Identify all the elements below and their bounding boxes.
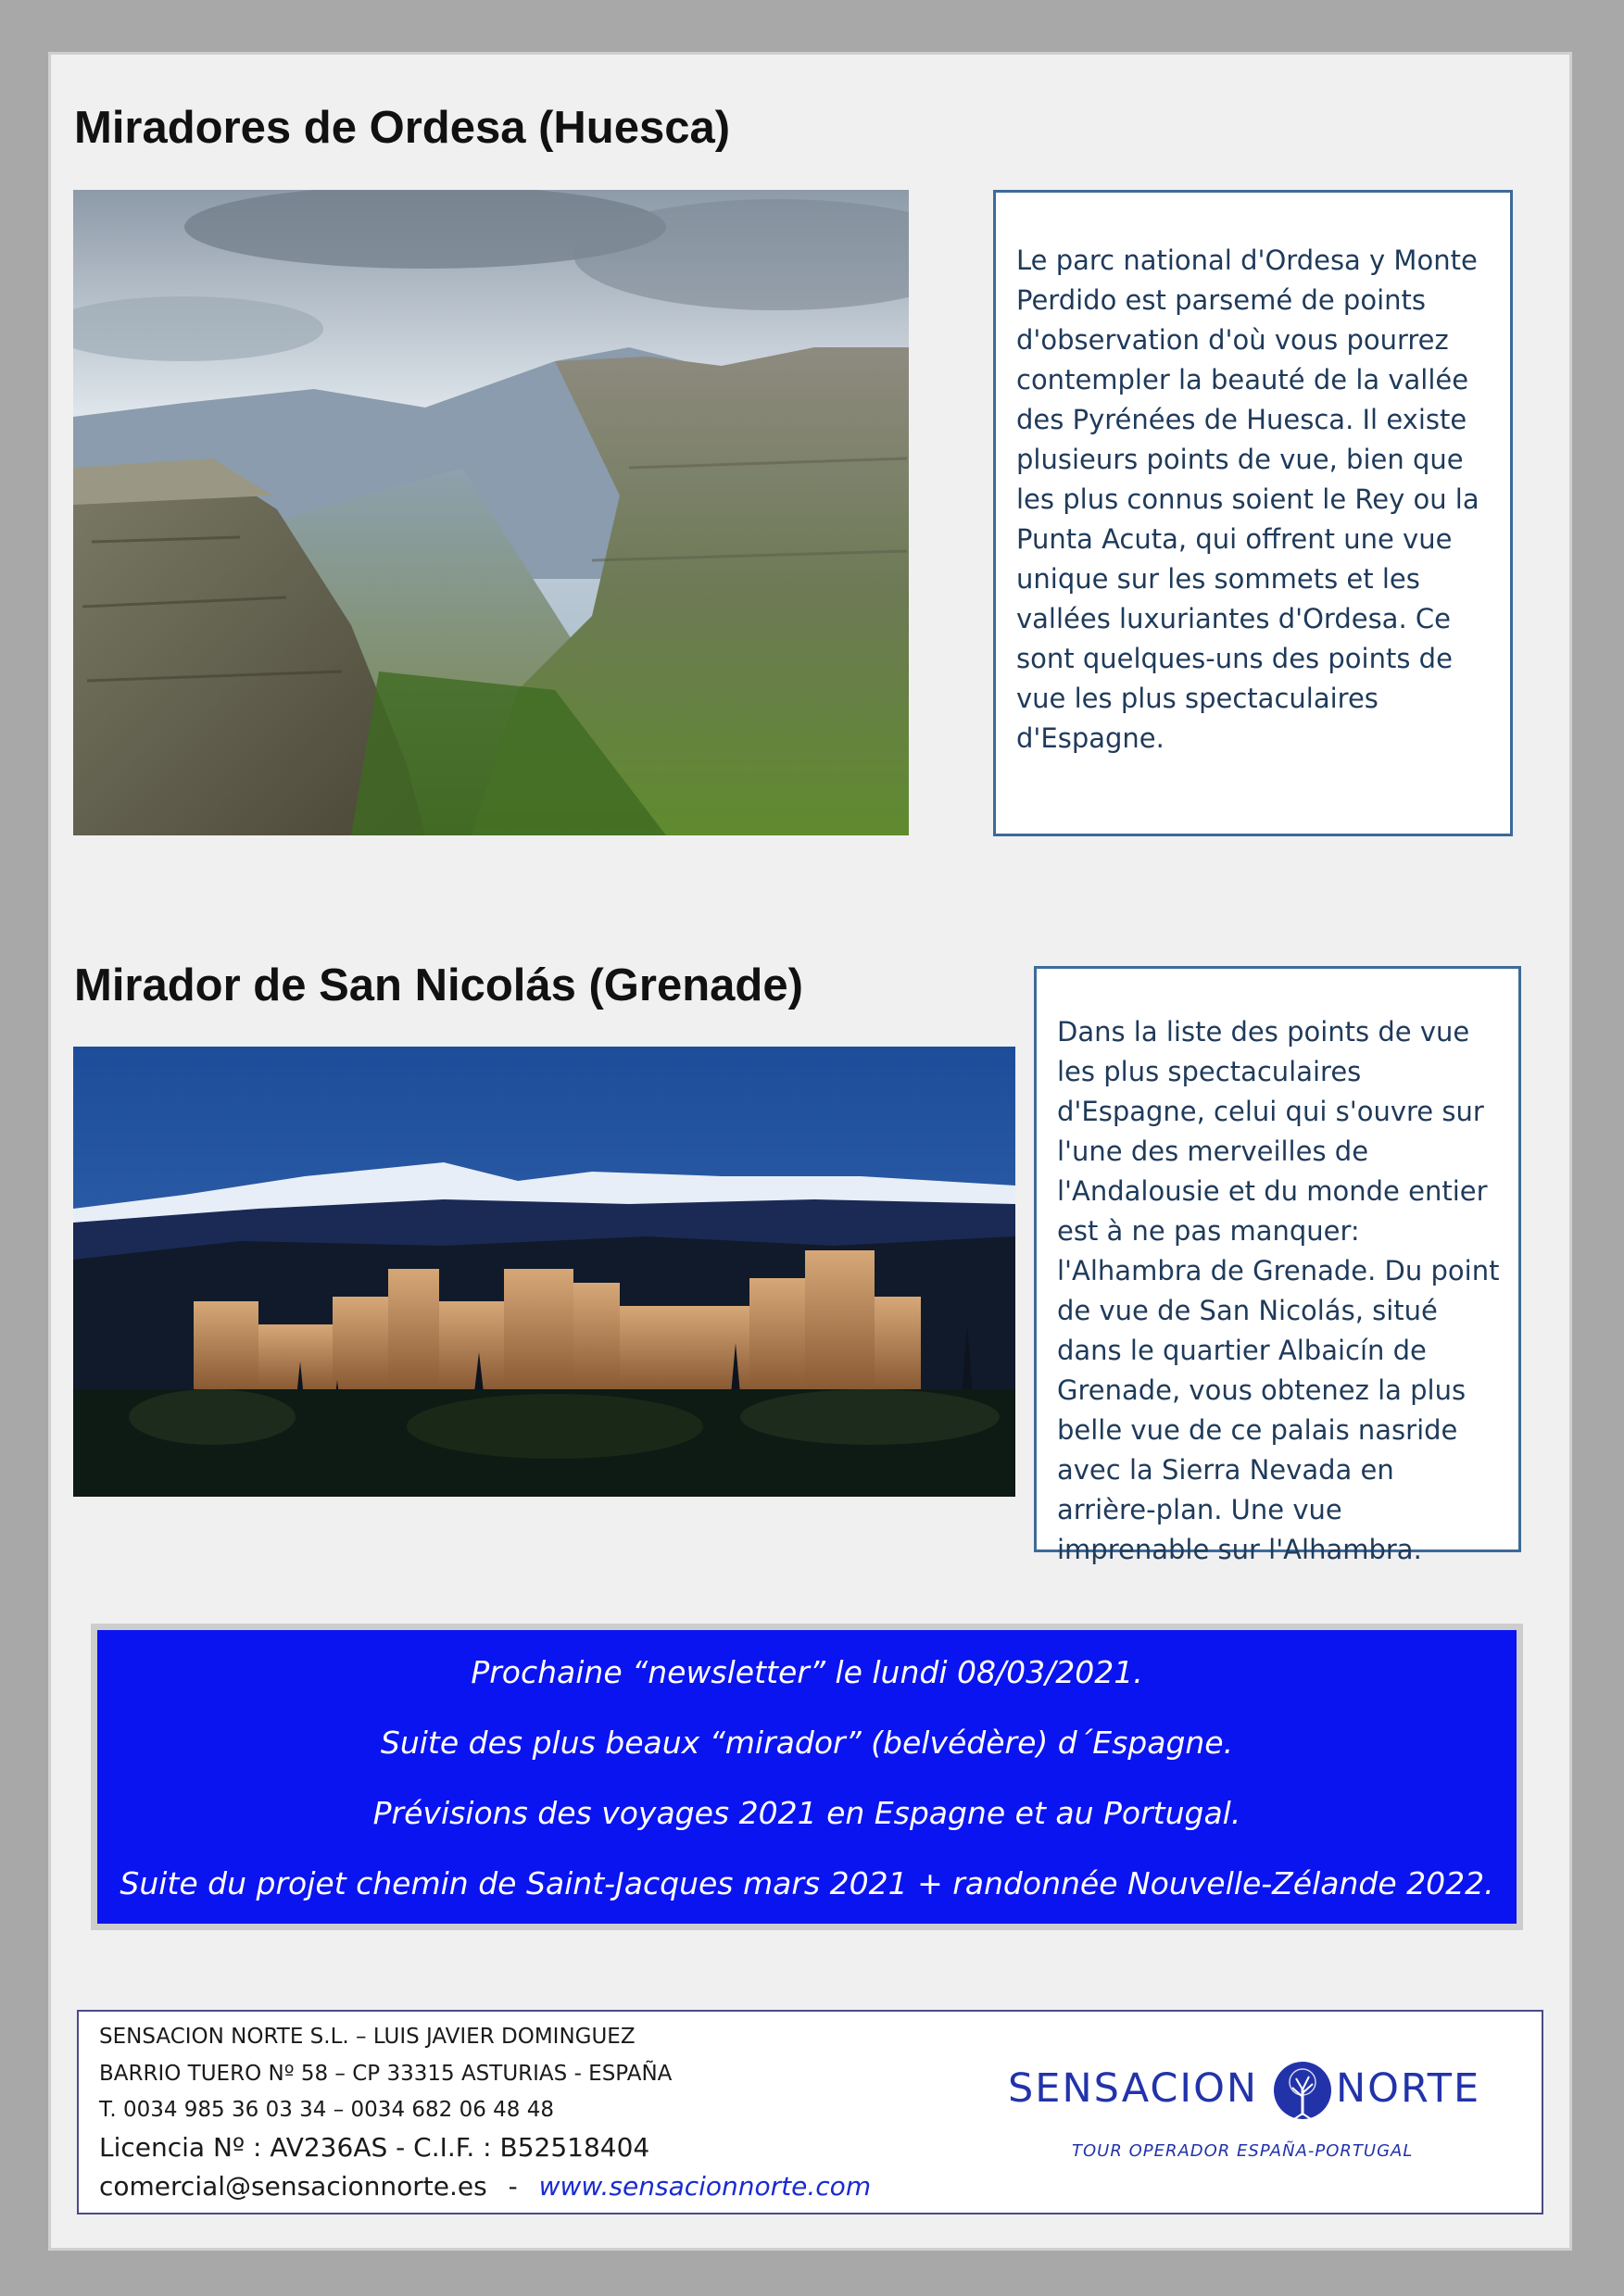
newsletter-line: Prochaine “newsletter” le lundi 08/03/2021. [471,1654,1143,1690]
alhambra-night-photo [73,1047,1015,1497]
newsletter-line: Prévisions des voyages 2021 en Espagne et au Portugal. [372,1795,1241,1831]
section2-title: Mirador de San Nicolás (Grenade) [74,960,803,1010]
footer-website-link[interactable]: www.sensacionnorte.com [538,2171,872,2202]
footer [77,2010,1543,2214]
footer-email[interactable]: comercial@sensacionnorte.es [99,2171,487,2202]
ordesa-valley-photo [73,190,909,835]
section1-paragraph: Le parc national d'Ordesa y Monte Perdido est parsemé de points d'observation d'où vous pourrez contempler la beauté de la vallée des Pyrénées de Huesca. Il existe plusieurs points de vue, bien que les plus connus soient le Rey ou la Punta Acuta, qui offrent une vue unique sur les sommets et les vallées luxuriantes d'Ordesa. Ce sont quelques-uns des points de vue les plus spectaculaires d'Espagne. [1016,245,1479,754]
footer-company: SENSACION NORTE S.L. – LUIS JAVIER DOMINGUEZ [99,2025,636,2049]
newsletter-announcement-inner [97,1630,1517,1924]
sensacion-norte-logo[interactable] [1008,2058,1508,2123]
footer-separator: - [508,2171,518,2202]
newsletter-line: Suite des plus beaux “mirador” (belvédère) d´Espagne. [380,1725,1234,1761]
logo-word-norte: NORTE [1336,2065,1481,2112]
section1-textbox [993,190,1513,836]
footer-license: Licencia Nº : AV236AS - C.I.F. : B52518404 [99,2132,650,2163]
section2-textbox [1034,966,1521,1565]
footer-address: BARRIO TUERO Nº 58 – CP 33315 ASTURIAS - ESPAÑA [99,2062,673,2086]
footer-phone: T. 0034 985 36 03 34 – 0034 682 06 48 48 [99,2098,555,2122]
section2-paragraph: Dans la liste des points de vue les plus spectaculaires d'Espagne, celui qui s'ouvre sur l'une des merveilles de l'Andalousie et du monde entier est à ne pas manquer: l'Alhambra de Grenade. Du point de vue de San Nicolás, situé dans le quartier Albaicín de Grenade, vous obtenez la plus belle vue de ce palais nasride avec la Sierra Nevada en arrière-plan. Une vue imprenable sur l'Alhambra. [1057,1016,1500,1565]
logo-tagline: TOUR OPERADOR ESPAÑA-PORTUGAL [1072,2141,1414,2161]
section1-title: Miradores de Ordesa (Huesca) [74,103,731,153]
newsletter-line: Suite du projet chemin de Saint-Jacques mars 2021 + randonnée Nouvelle-Zélande 2022. [120,1865,1494,1901]
logo-word-sensacion: SENSACION [1008,2065,1259,2112]
tree-circle-icon [1272,2060,1333,2121]
newsletter-announcement [91,1624,1523,1930]
footer-contact-row [99,2171,871,2202]
